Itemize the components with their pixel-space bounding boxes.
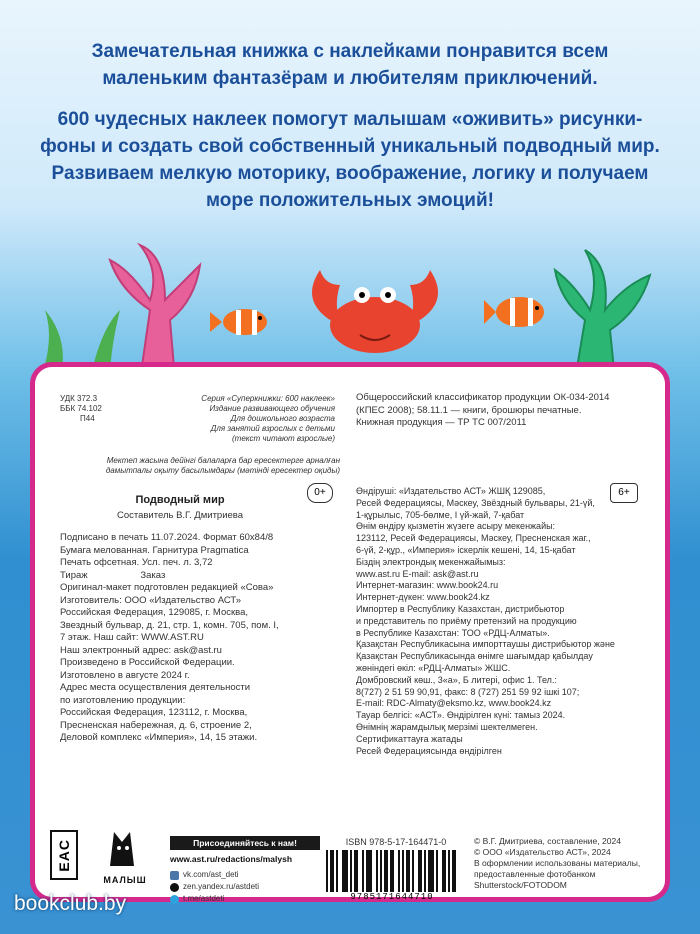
kz-line: Өнімнің жарамдылық мерзімі шектелмеген. (356, 721, 538, 732)
kz-line: Интернет-магазин: www.book24.ru (356, 580, 499, 591)
copyright-block (474, 836, 654, 891)
print-line: Российская Федерация, 129085, г. Москва, (60, 607, 248, 618)
copyright-line: Shutterstock/FOTODOM (474, 880, 567, 890)
kz-line: Ресей Федерациясы, Мәскеу, Звёздный бульвары, 21-үй, (356, 497, 595, 508)
kz-line: Қазақстан Республикасына импорттаушы дистрибьютор және (356, 639, 615, 650)
zen-icon (170, 883, 179, 892)
barcode-bar (368, 850, 370, 892)
barcode-bar (402, 850, 404, 892)
series-line: дамытпалы оқыту басылымдары (мәтіндi ересектер оқиды) (105, 466, 340, 475)
barcode-bar (350, 850, 352, 892)
barcode-bar (424, 850, 426, 892)
print-line: Пресненская набережная, д. 6, строение 2, (60, 719, 252, 731)
intro-paragraph-1: Замечательная книжка с наклейками понравится всем маленьким фантазёрам и любителям приключений. (91, 41, 609, 89)
barcode-digits: 9785171644710 (350, 892, 434, 902)
print-line: Российская Федерация, 123112, г. Москва, (60, 707, 248, 718)
kz-line: 123112, Ресей Федерациясы, Мәскеу, Пресненская жаг., (356, 533, 591, 544)
kz-line: и представитель по приёму претензий на продукцию (356, 615, 577, 626)
print-line: Тираж Заказ (60, 569, 166, 581)
barcode-bar (418, 850, 420, 892)
barcode-bar (444, 850, 446, 892)
classifier-line: Книжная продукция — ТР ТС 007/2011 (356, 417, 527, 428)
barcode-bar (356, 850, 358, 892)
series-line: Мектеп жасына дейінгі балаларға бар ересектерге арналған (106, 456, 340, 465)
print-line: Изготовлено в августе 2024 г. (60, 669, 190, 681)
barcode-bar (448, 850, 450, 892)
barcode-bar (354, 850, 356, 892)
barcode-bar (384, 850, 386, 892)
series-line: Для дошкольного возраста (230, 414, 335, 423)
series-line: Издание развивающего обучения (209, 404, 335, 413)
barcode-bar (370, 850, 372, 892)
barcode-bar (452, 850, 454, 892)
series-line: (текст читают взрослые) (232, 434, 335, 443)
barcode-bar (398, 850, 400, 892)
copyright-line: © ООО «Издательство АСТ», 2024 (474, 847, 611, 857)
classifier-line: Общероссийский классификатор продукции ОК-034-2014 (356, 392, 610, 403)
print-line: по изготовлению продукции: (60, 694, 186, 706)
social-link-telegram[interactable] (170, 894, 320, 904)
barcode-bar (336, 850, 338, 892)
social-link-label: zen.yandex.ru/astdeti (183, 882, 260, 891)
kz-line: жөніндегі өкіл: «РДЦ-Алматы» ЖШС. (356, 662, 511, 673)
catalog-codes (60, 394, 120, 424)
classifier-line: (КПЕС 2008); 58.11.1 — книги, брошюры печатные. (356, 404, 582, 416)
print-info (60, 532, 340, 745)
publisher-logo (92, 826, 158, 886)
copyright-line: В оформлении использованы материалы, (474, 858, 641, 868)
watermark: bookclub.by (14, 892, 127, 915)
barcode-bar (326, 850, 328, 892)
social-link-vk[interactable] (170, 870, 320, 880)
print-line: Оригинал-макет подготовлен редакцией «Сова» (60, 582, 274, 593)
print-line: Подписано в печать 11.07.2024. Формат 60x84/8 (60, 532, 274, 543)
green-coral (555, 250, 650, 380)
barcode-bar (420, 850, 422, 892)
vk-icon (170, 871, 179, 880)
barcode-bar (390, 850, 392, 892)
kz-line: 8(727) 2 51 59 90,91, факс: 8 (727) 251 59 92 ішкі 107; (356, 686, 580, 697)
age-badge-right: 6+ (610, 483, 638, 503)
bbk-code: ББК 74.102 (60, 404, 102, 413)
series-kz-block (60, 456, 340, 476)
kz-line: E-mail: RDC-Almaty@eksmo.kz, www.book24.kz (356, 698, 552, 709)
barcode-bars (326, 850, 458, 892)
kz-line: Өндіруші: «Издательство АСТ» ЖШҚ 129085, (356, 486, 546, 496)
classifier-block (356, 392, 646, 430)
clownfish-right (484, 297, 544, 327)
kz-info (356, 486, 646, 757)
barcode-bar (332, 850, 334, 892)
barcode-bar (454, 850, 456, 892)
crab (312, 270, 438, 353)
barcode-bar (376, 850, 378, 892)
series-line: Серия «Суперкнижки: 600 наклеек» (201, 394, 335, 403)
kz-line: 1-құрылыс, 705-бөлме, I үй-жай, 7-қабат (356, 509, 525, 520)
eac-mark (50, 830, 78, 880)
barcode-bar (412, 850, 414, 892)
barcode-bar (386, 850, 388, 892)
social-link-label: t.me/astdeti (183, 894, 225, 903)
sea-scene-illustration (0, 230, 700, 380)
clownfish-left (210, 309, 267, 335)
print-line: Изготовитель: ООО «Издательство АСТ» (60, 594, 242, 606)
kz-line: Ресей Федерациясында өндірілген (356, 745, 502, 756)
barcode-bar (344, 850, 346, 892)
isbn: ISBN 978-5-17-164471-0 (345, 837, 447, 847)
pink-coral (110, 245, 200, 380)
barcode-bar (436, 850, 438, 892)
kz-line: Домбровский көш., 3«а», Б литері, офис 1. Тел.: (356, 674, 557, 685)
barcode-bar (406, 850, 408, 892)
barcode-bar (342, 850, 344, 892)
join-url[interactable]: www.ast.ru/redactions/malysh (170, 854, 293, 864)
kz-line: www.ast.ru E-mail: ask@ast.ru (356, 568, 479, 579)
udk-code: УДК 372.3 (60, 394, 98, 403)
barcode-bar (430, 850, 432, 892)
print-line: Печать офсетная. Усл. печ. л. 3,72 (60, 557, 213, 568)
barcode-bar (380, 850, 382, 892)
social-block (170, 836, 320, 904)
barcode-bar (330, 850, 332, 892)
author-mark: П44 (80, 414, 95, 423)
intro-paragraph-2: 600 чудесных наклеек помогут малышам «оживить» рисунки-фоны и создать свой собственный уникальный подводный мир. Развиваем мелкую моторику, воображение, логику и получаем море положительных эмоций! (40, 109, 660, 211)
barcode-bar (346, 850, 348, 892)
kz-line: Импортер в Республику Казахстан, дистрибьютор (356, 603, 565, 614)
telegram-icon (170, 895, 179, 904)
intro-text (0, 38, 700, 228)
series-block (120, 394, 335, 444)
kz-line: Сертификаттауға жатады (356, 733, 463, 744)
barcode-bar (432, 850, 434, 892)
join-label: Присоединяйтесь к нам! (170, 836, 320, 850)
kz-line: Тауар белгісі: «АСТ». Өндірілген күні: тамыз 2024. (356, 710, 566, 721)
kz-line: Біздің электрондық мекенжайымыз: (356, 556, 506, 567)
kz-line: Қазақстан Республикасында өнімге шағымдар қабылдау (356, 651, 593, 662)
print-line: Деловой комплекс «Империя», 14, 15 этажи. (60, 732, 258, 743)
barcode-bar (442, 850, 444, 892)
social-link-label: vk.com/ast_deti (183, 870, 239, 879)
kz-line: 6-үй, 2-құр., «Империя» іскерлік кешені, 14, 15-қабат (356, 544, 576, 555)
social-link-zen[interactable] (170, 882, 320, 892)
kz-line: Интернет-дүкен: www.book24.kz (356, 592, 490, 603)
print-line: Наш электронный адрес: ask@ast.ru (60, 644, 222, 656)
kz-line: Өнім өндіру қызметін жүзеге асыру мекенжайы: (356, 521, 556, 532)
print-line: Адрес места осуществления деятельности (60, 682, 251, 693)
barcode-bar (392, 850, 394, 892)
kz-line: в Республике Казахстан: ТОО «РДЦ-Алматы». (356, 627, 550, 638)
barcode-bar (408, 850, 410, 892)
age-badge: 0+ (307, 483, 333, 503)
series-line: Для занятий взрослых с детьми (210, 424, 335, 433)
copyright-line: предоставленные фотобанком (474, 869, 596, 879)
print-line: 7 этаж. Наш сайт: WWW.AST.RU (60, 632, 204, 643)
print-line: Бумага мелованная. Гарнитура Pragmatica (60, 544, 249, 556)
book-title: Подводный мир (135, 494, 225, 506)
publisher-logo-label: МАЛЫШ (103, 875, 147, 885)
print-line: Звездный бульвар, д. 21, стр. 1, комн. 705, пом. I, (60, 619, 279, 631)
compiler: Составитель В.Г. Дмитриева (116, 510, 244, 521)
print-line: Произведено в Российской Федерации. (60, 657, 235, 668)
barcode-bar (428, 850, 430, 892)
copyright-line: © В.Г. Дмитриева, составление, 2024 (474, 836, 621, 846)
eac-label: EAC (56, 838, 72, 872)
barcode-bar (362, 850, 364, 892)
cat-logo-icon (92, 826, 158, 870)
barcode-bar (366, 850, 368, 892)
